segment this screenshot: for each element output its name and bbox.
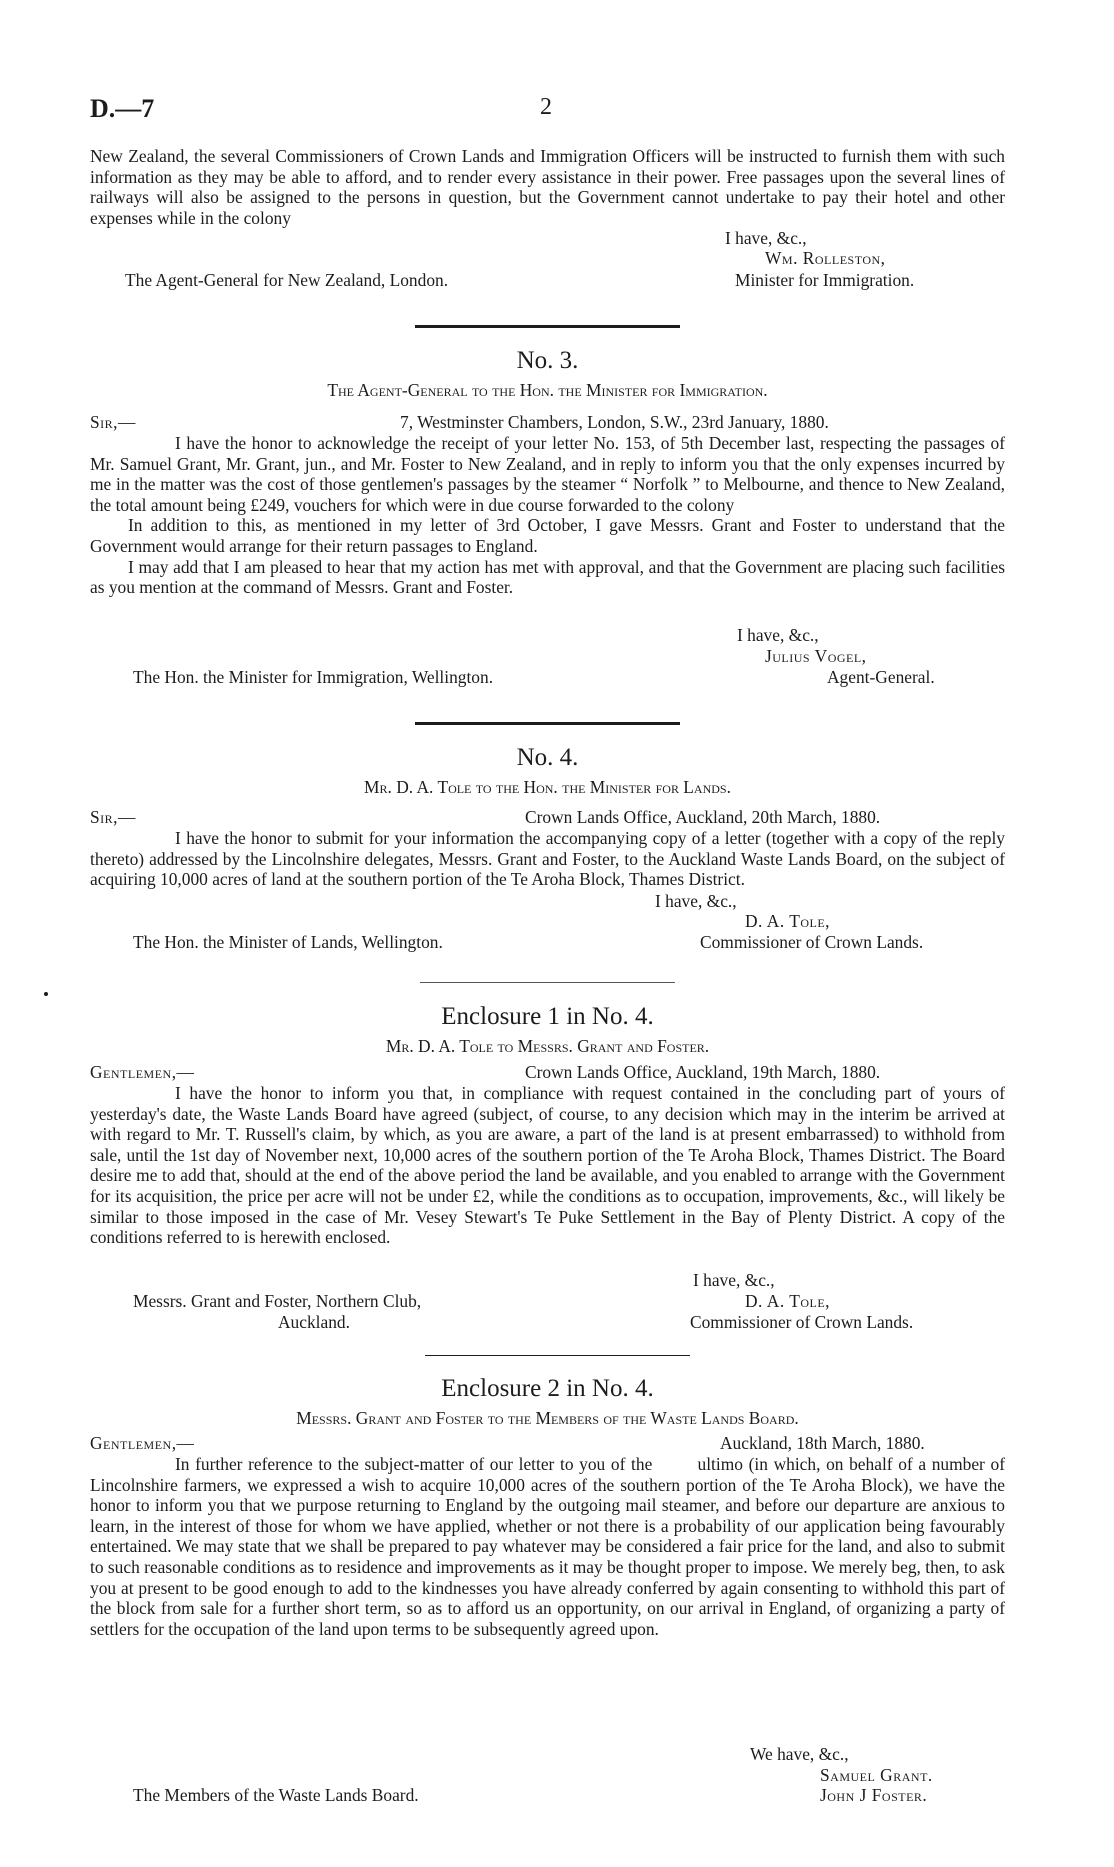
letter-body [90,1454,1010,1639]
letter-address: Crown Lands Office, Auckland, 19th March, 1880. [525,1062,881,1082]
paragraph: I have the honor to acknowledge the receipt of your letter No. 153, of 5th December last, respecting the passages of Mr. Samuel Grant, Mr. Grant, jun., and Mr. Foster to New Zealand, and in reply to inform you that the only expenses incurred by me in the matter was the cost of those gentlemen's passages by the steamer “ Norfolk ” to Melbourne, and thence to New Zealand, the total amount being £249, vouchers for which were in due course forwarded to the colony [90,433,1005,515]
letter-closing: I have, &c., [693,1270,775,1290]
letter-title: No. 3. [516,347,579,374]
paragraph: I have the honor to inform you that, in compliance with request contained in the concluding part of yours of yesterday's date, the Waste Lands Board have agreed (subject, of course, to any decision which may in the interim be arrived at with regard to Mr. T. Russell's claim, by which, as you are aware, a part of the land is at present embarrassed) to withhold from sale, until the 1st day of November next, 10,000 acres of the southern portion of the Te Aroha Block, Thames District. The Board desire me to add that, should at the end of the above period the land be available, and you enabled to arrange with the Government for its acquisition, the price per acre will not be under £2, while the conditions as to occupation, improvements, &c., will likely be similar to those imposed in the case of Mr. Vesey Stewart's Te Puke Settlement in the Bay of Plenty District. A copy of the conditions referred to is herewith enclosed. [90,1083,1005,1248]
page-number: 2 [540,94,552,120]
letter-body [90,1083,1005,1248]
section-divider [415,325,680,328]
letter-addressee: Auckland. [278,1312,350,1332]
paragraph: I have the honor to submit for your information the accompanying copy of a letter (together with a copy of the reply thereto) addressed by the Lincolnshire delegates, Messrs. Grant and Foster, to the Auckland Waste Lands Board, on the subject of acquiring 10,000 acres of land at the southern portion of the Te Aroha Block, Thames District. [90,828,1005,890]
section-divider [420,982,675,983]
letter-addressee: Messrs. Grant and Foster, Northern Club, [133,1291,422,1311]
enclosure-title: Enclosure 2 in No. 4. [441,1375,654,1402]
letter-closing: I have, &c., [737,625,819,645]
letter-address: Auckland, 18th March, 1880. [720,1433,925,1453]
continuation-body: New Zealand, the several Commissioners of Crown Lands and Immigration Officers will be instructed to furnish them with such information as they may be able to afford, and to render every assistance in their power. Free passages upon the several lines of railways will also be assigned to the persons in question, but the Government cannot undertake to pay their hotel and other expenses while in the colony [90,146,1005,228]
letter-addressee: The Members of the Waste Lands Board. [133,1785,419,1805]
letter-address: 7, Westminster Chambers, London, S.W., 23rd January, 1880. [400,412,829,432]
letter-signer: John J Foster. [820,1785,928,1805]
signer-title: Commissioner of Crown Lands. [690,1312,914,1332]
continuation-closing: I have, &c., [725,228,807,248]
letter-signer: D. A. Tole, [745,1291,831,1311]
signer-title: Agent-General. [827,667,935,687]
letter-addressee: The Hon. the Minister of Lands, Wellington. [133,932,443,952]
letter-subtitle: Mr. D. A. Tole to the Hon. the Minister for Lands. [364,777,731,797]
continuation-letter [90,146,1005,228]
letter-title: No. 4. [516,744,579,771]
enclosure-2 [90,1374,1005,1428]
salutation: Sir,— [90,807,136,827]
letter-closing: We have, &c., [750,1744,849,1764]
letter-closing: I have, &c., [655,891,737,911]
margin-mark [44,992,48,996]
letter-subtitle: The Agent-General to the Hon. the Minister for Immigration. [327,380,768,400]
continuation-addressee: The Agent-General for New Zealand, London. [125,270,449,290]
letter-addressee: The Hon. the Minister for Immigration, Wellington. [133,667,494,687]
letter-signer: D. A. Tole, [745,911,831,931]
salutation: Sir,— [90,412,136,432]
continuation-signer: Wm. Rolleston, [765,248,886,268]
paragraph: In further reference to the subject-matter of our letter to you of the ultimo (in which, on behalf of a number of Lincolnshire farmers, we expressed a wish to acquire 10,000 acres of the southern portion of the Te Aroha Block), we have the honor to inform you that we purpose returning to England by the outgoing mail steamer, and before our departure are anxious to learn, in the interest of those for whom we have applied, whether or not there is a probability of our application being favourably entertained. We may state that we shall be prepared to pay whatever may be considered a fair price for the land, and also to submit to such reasonable conditions as to residence and improvements as it may be thought proper to impose. We merely beg, then, to ask you at present to be good enough to add to the kindnesses you have already conferred by again consenting to withhold this part of the block from sale for a further short term, so as to afford us an opportunity, on our arrival in England, of organizing a party of settlers for the occupation of the land upon terms to be subsequently agreed upon. [90,1454,1010,1639]
paragraph: I may add that I am pleased to hear that my action has met with approval, and that the Government are placing such facilities as you mention at the command of Messrs. Grant and Foster. [90,556,1005,598]
signer-title: Commissioner of Crown Lands. [700,932,924,952]
enclosure-subtitle: Mr. D. A. Tole to Messrs. Grant and Foster. [385,1036,710,1056]
enclosure-subtitle: Messrs. Grant and Foster to the Members of the Waste Lands Board. [296,1408,799,1428]
section-divider [425,1355,690,1356]
letter-body [90,828,1005,890]
letter-address: Crown Lands Office, Auckland, 20th March, 1880. [525,807,881,827]
enclosure-title: Enclosure 1 in No. 4. [441,1003,654,1030]
paragraph: In addition to this, as mentioned in my letter of 3rd October, I gave Messrs. Grant and Foster to understand that the Government would arrange for their return passages to England. [90,515,1005,556]
enclosure-1 [90,1002,1005,1056]
letter-body [90,433,1005,598]
letter-no4 [90,743,1005,797]
letter-signer: Samuel Grant. [820,1765,933,1785]
continuation-signer-title: Minister for Immigration. [735,270,915,290]
document-reference: D.—7 [90,94,155,123]
salutation: Gentlemen,— [90,1433,195,1453]
letter-signer: Julius Vogel, [765,646,867,666]
salutation: Gentlemen,— [90,1062,195,1082]
section-divider [415,722,680,725]
letter-no3 [90,346,1005,400]
